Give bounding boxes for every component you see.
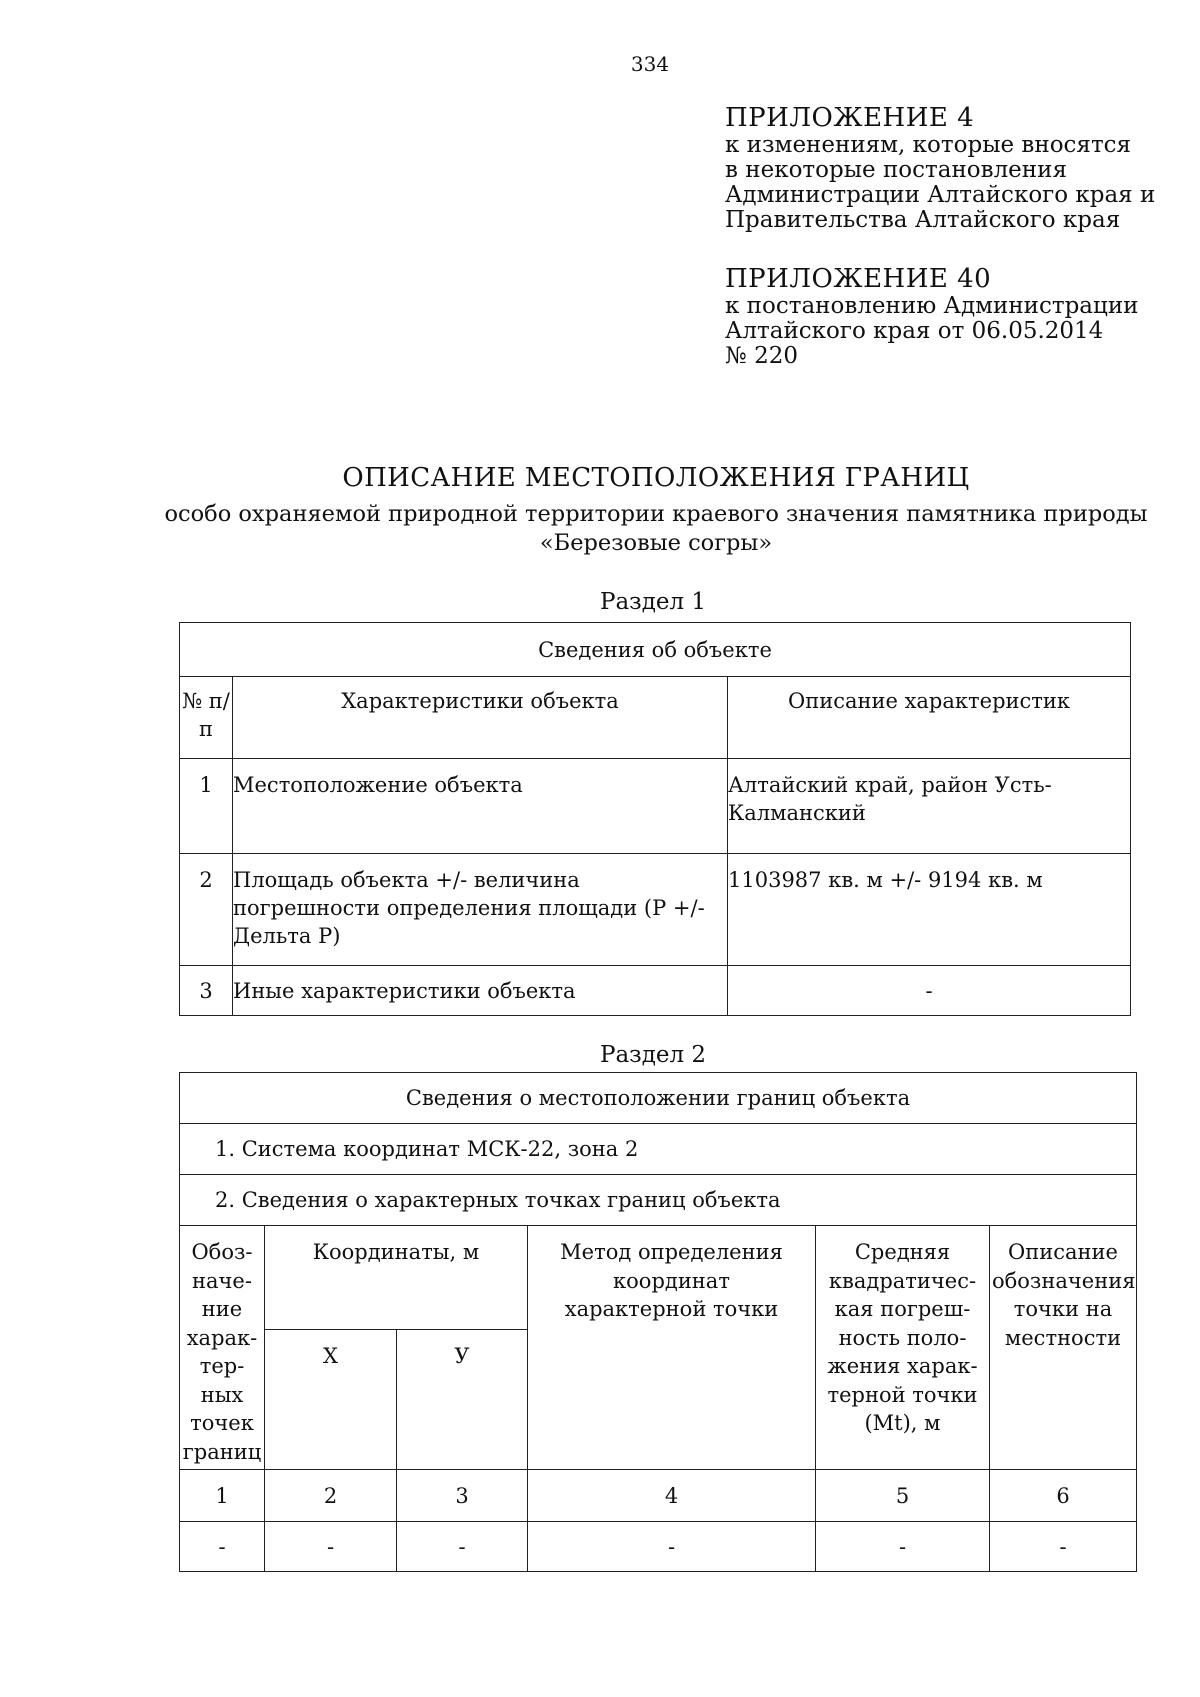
data-cell: - — [528, 1522, 816, 1572]
section-2-caption: Раздел 2 — [599, 1042, 707, 1068]
header-num: № п/п — [180, 677, 233, 759]
data-cell: - — [180, 1522, 265, 1572]
header-designation: Обоз-наче-ние харак-тер-ных точек границ — [180, 1226, 265, 1470]
column-number: 4 — [528, 1470, 816, 1522]
table-row — [180, 966, 1131, 1016]
subtitle-line: «Березовые согры» — [539, 530, 773, 556]
table-row — [180, 854, 1131, 966]
appendix-4-line: в некоторые постановления — [725, 157, 1067, 183]
header-method: Метод определения координат характерной точки — [528, 1226, 816, 1470]
row-description: Алтайский край, район Усть-Калманский — [728, 759, 1131, 854]
appendix-4-line: Администрации Алтайского края и — [725, 182, 1156, 208]
appendix-40-block — [725, 264, 1165, 369]
appendix-40-line: № 220 — [725, 343, 798, 369]
appendix-40-line: Алтайского края от 06.05.2014 — [725, 318, 1104, 344]
appendix-40-heading: ПРИЛОЖЕНИЕ 40 — [725, 264, 992, 294]
header-mean-error: Средняя квадратичес-кая погреш-ность поло-жения харак-терной точки (Mt), м — [816, 1226, 990, 1470]
column-number: 3 — [397, 1470, 528, 1522]
appendix-4-line: Правительства Алтайского края — [725, 207, 1121, 233]
data-cell: - — [990, 1522, 1137, 1572]
header-y: У — [397, 1330, 528, 1470]
data-cell: - — [397, 1522, 528, 1572]
row-num: 2 — [180, 854, 233, 966]
row-description: 1103987 кв. м +/- 9194 кв. м — [728, 854, 1131, 966]
coordinate-system: 1. Система координат МСК-22, зона 2 — [180, 1124, 1137, 1175]
data-cell: - — [816, 1522, 990, 1572]
subtitle-line: особо охраняемой природной территории краевого значения памятника природы — [164, 501, 1148, 527]
table-row — [180, 1522, 1137, 1572]
header-coordinates: Координаты, м — [265, 1226, 528, 1330]
row-characteristic: Иные характеристики объекта — [233, 966, 728, 1016]
appendix-40-line: к постановлению Администрации — [725, 293, 1139, 319]
document-title: ОПИСАНИЕ МЕСТОПОЛОЖЕНИЯ ГРАНИЦ — [342, 463, 970, 493]
column-number-row — [180, 1470, 1137, 1522]
header-x: X — [265, 1330, 397, 1470]
section-1-caption: Раздел 1 — [599, 589, 707, 615]
boundary-table-title: Сведения о местоположении границ объекта — [180, 1073, 1137, 1124]
table-row — [180, 759, 1131, 854]
points-title: 2. Сведения о характерных точках границ объекта — [180, 1175, 1137, 1226]
object-info-table-title: Сведения об объекте — [180, 623, 1131, 677]
row-num: 3 — [180, 966, 233, 1016]
row-description: - — [728, 966, 1131, 1016]
header-characteristic: Характеристики объекта — [233, 677, 728, 759]
boundary-points-table — [179, 1072, 1137, 1572]
object-info-table — [179, 622, 1131, 1016]
row-num: 1 — [180, 759, 233, 854]
appendix-4-line: к изменениям, которые вносятся — [725, 132, 1132, 158]
appendix-4-block — [725, 103, 1165, 233]
column-number: 2 — [265, 1470, 397, 1522]
row-characteristic: Площадь объекта +/- величина погрешности определения площади (P +/- Дельта P) — [233, 854, 728, 966]
page-number: 334 — [630, 52, 670, 76]
data-cell: - — [265, 1522, 397, 1572]
document-subtitle — [150, 500, 1162, 558]
header-location-description: Описание обозначения точки на местности — [990, 1226, 1137, 1470]
appendix-4-heading: ПРИЛОЖЕНИЕ 4 — [725, 103, 975, 133]
row-characteristic: Местоположение объекта — [233, 759, 728, 854]
column-number: 6 — [990, 1470, 1137, 1522]
header-description: Описание характеристик — [728, 677, 1131, 759]
column-number: 5 — [816, 1470, 990, 1522]
column-number: 1 — [180, 1470, 265, 1522]
